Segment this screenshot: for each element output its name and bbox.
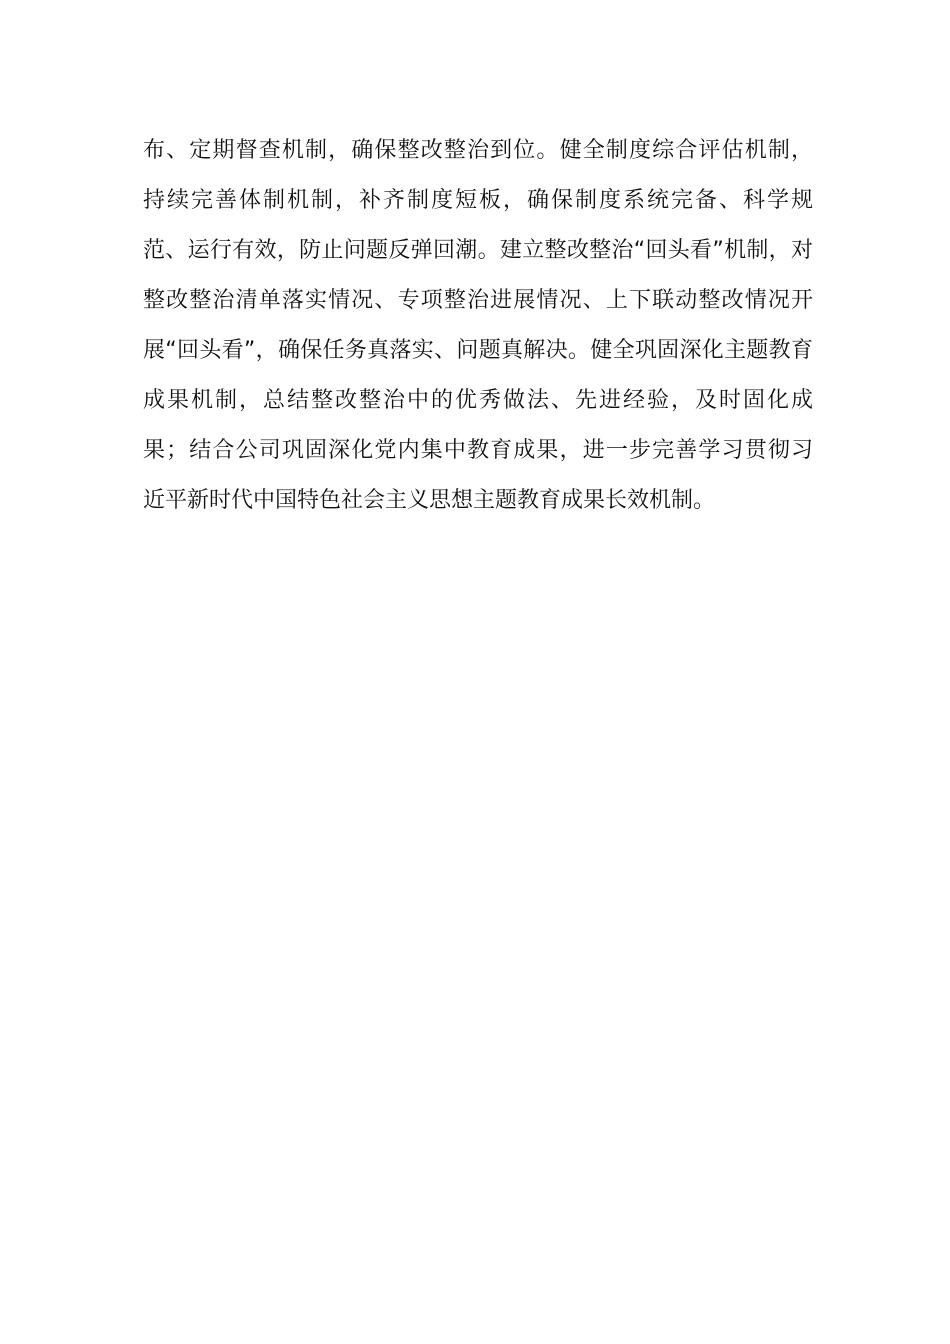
text-line: 成果机制，总结整改整治中的优秀做法、先进经验，及时固化成 [143, 388, 813, 413]
text-line: 果；结合公司巩固深化党内集中教育成果，进一步完善学习贯彻习 [143, 438, 813, 463]
text-line: 展“回头看”，确保任务真落实、问题真解决。健全巩固深化主题教育 [143, 338, 813, 363]
text-line: 整改整治清单落实情况、专项整治进展情况、上下联动整改情况开 [143, 288, 813, 313]
text-line: 近平新时代中国特色社会主义思想主题教育成果长效机制。 [143, 488, 716, 513]
text-line: 范、运行有效，防止问题反弹回潮。建立整改整治“回头看”机制，对 [143, 238, 813, 263]
text-line: 布、定期督查机制，确保整改整治到位。健全制度综合评估机制， [143, 138, 813, 163]
body-paragraph [143, 126, 813, 526]
text-line: 持续完善体制机制，补齐制度短板，确保制度系统完备、科学规 [143, 188, 813, 213]
